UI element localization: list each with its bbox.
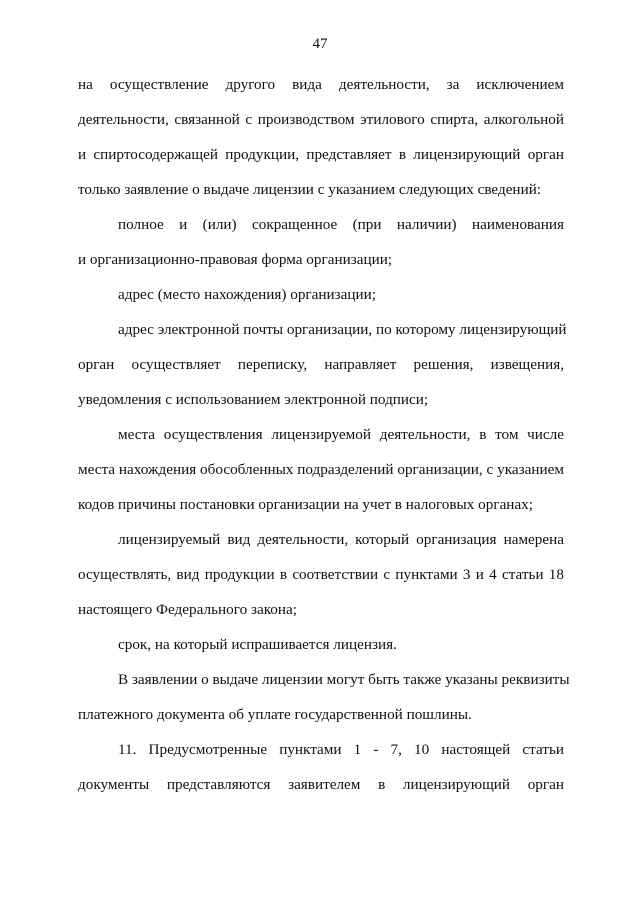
text-line: полное и (или) сокращенное (при наличии) наименования [118, 216, 564, 233]
page-number: 47 [312, 36, 328, 52]
text-line: и спиртосодержащей продукции, представляет в лицензирующий орган [78, 146, 564, 163]
text-line: кодов причины постановки организации на учет в налоговых органах; [78, 496, 533, 513]
text-line: только заявление о выдаче лицензии с указанием следующих сведений: [78, 181, 542, 198]
text-line: 11. Предусмотренные пунктами 1 - 7, 10 настоящей статьи [118, 741, 564, 758]
text-line: адрес (место нахождения) организации; [118, 286, 376, 303]
text-line: деятельности, связанной с производством этилового спирта, алкогольной [78, 111, 564, 128]
text-line: осуществлять, вид продукции в соответствии с пунктами 3 и 4 статьи 18 [78, 566, 564, 583]
text-line: уведомления с использованием электронной подписи; [78, 391, 429, 408]
text-line: В заявлении о выдаче лицензии могут быть также указаны реквизиты [118, 671, 570, 688]
text-line: и организационно-правовая форма организации; [78, 251, 393, 268]
text-line: места нахождения обособленных подразделений организации, с указанием [78, 461, 564, 478]
text-line: лицензируемый вид деятельности, который организация намерена [118, 531, 564, 548]
text-line: адрес электронной почты организации, по которому лицензирующий [118, 321, 567, 338]
text-line: платежного документа об уплате государственной пошлины. [78, 706, 472, 723]
text-line: места осуществления лицензируемой деятельности, в том числе [118, 426, 564, 443]
text-line: на осуществление другого вида деятельности, за исключением [78, 76, 564, 93]
text-line: срок, на который испрашивается лицензия. [118, 636, 397, 653]
text-line: документы представляются заявителем в лицензирующий орган [78, 776, 564, 793]
text-line: настоящего Федерального закона; [78, 601, 297, 618]
text-line: орган осуществляет переписку, направляет решения, извещения, [78, 356, 564, 373]
